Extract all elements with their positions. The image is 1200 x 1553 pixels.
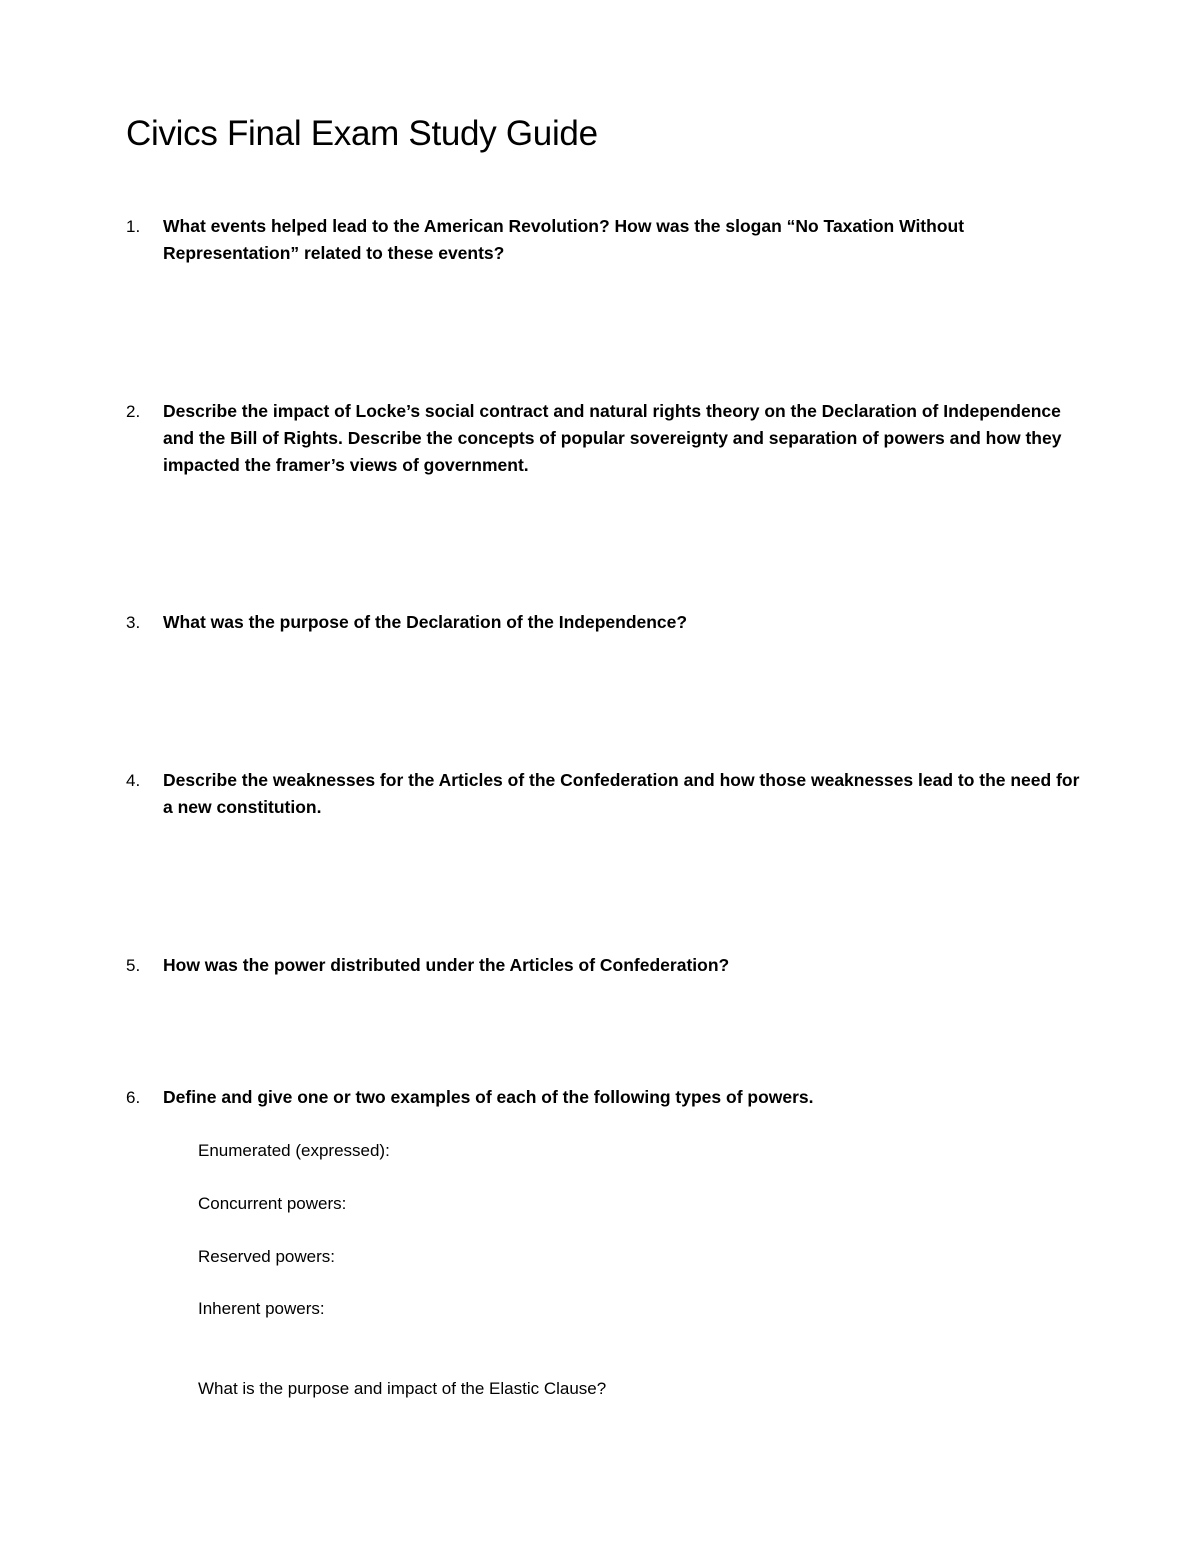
- page-title: Civics Final Exam Study Guide: [126, 114, 598, 153]
- question-text: Describe the impact of Locke’s social contract and natural rights theory on the Declaration of Independence and the Bill of Rights. Describe the concepts of popular sovereignty and separation of powers and how they impacted the framer’s views of government.: [163, 401, 1062, 475]
- question-text: Describe the weaknesses for the Articles of the Confederation and how those weaknesses lead to the need for a new constitution.: [163, 770, 1080, 817]
- concurrent-powers-label: Concurrent powers:: [198, 1194, 347, 1213]
- question-text: Define and give one or two examples of each of the following types of powers.: [163, 1087, 814, 1107]
- question-text: What was the purpose of the Declaration of the Independence?: [163, 612, 688, 632]
- question-number: 5.: [126, 956, 141, 975]
- question-text: How was the power distributed under the Articles of Confederation?: [163, 955, 730, 975]
- inherent-powers-label: Inherent powers:: [198, 1299, 325, 1318]
- reserved-powers-label: Reserved powers:: [198, 1247, 336, 1266]
- question-text: What events helped lead to the American Revolution? How was the slogan “No Taxation Without Representation” related to these events?: [163, 216, 965, 263]
- question-number: 1.: [126, 217, 141, 236]
- question-number: 2.: [126, 402, 141, 421]
- question-number: 3.: [126, 613, 141, 632]
- elastic-clause-question: What is the purpose and impact of the Elastic Clause?: [198, 1379, 607, 1398]
- question-number: 6.: [126, 1088, 141, 1107]
- question-number: 4.: [126, 771, 141, 790]
- enumerated-powers-label: Enumerated (expressed):: [198, 1141, 390, 1160]
